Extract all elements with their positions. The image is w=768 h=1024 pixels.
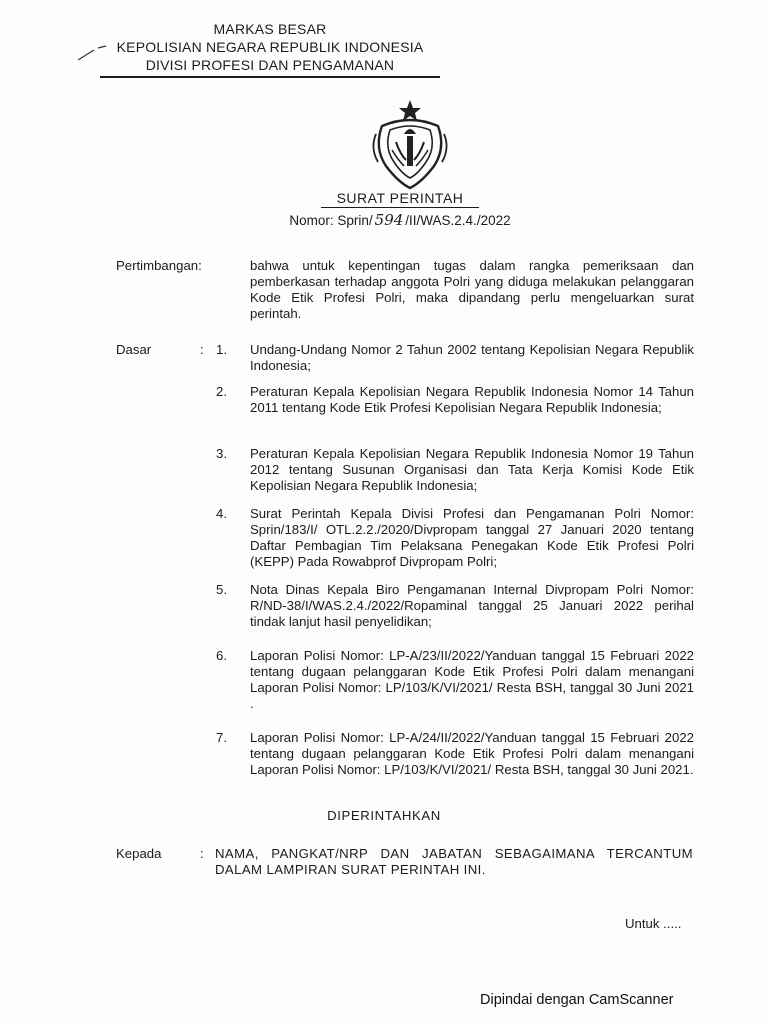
document-number — [230, 211, 570, 229]
dasar-item-4-text: Surat Perintah Kepala Divisi Profesi dan Pengamanan Polri Nomor: Sprin/183/I/ OTL.2.2./2020/Divpropam tanggal 27 Januari 2020 tentang Daftar Pembagian Tim Pelaksana Penegakan Kode Etik Profesi Polri (KEPP) Pada Rowabprof Divpropam Polri; — [250, 506, 694, 569]
untuk-continuation: Untuk ..... — [625, 916, 682, 931]
dasar-item-6-number: 6. — [216, 648, 227, 663]
pertimbangan-label: Pertimbangan: — [116, 258, 202, 273]
dasar-label: Dasar — [116, 342, 152, 357]
letterhead-line-2: KEPOLISIAN NEGARA REPUBLIK INDONESIA — [116, 39, 424, 55]
dasar-item-5-text: Nota Dinas Kepala Biro Pengamanan Internal Divpropam Polri Nomor: R/ND-38/I/WAS.2.4./2022/Ropaminal tanggal 25 Januari 2022 perihal tindak lanjut hasil penyelidikan; — [250, 582, 694, 629]
document-number-handwritten: 594 — [374, 211, 404, 229]
kepada-separator: : — [200, 846, 204, 861]
kepada-label: Kepada — [116, 846, 162, 861]
dasar-item-2-text: Peraturan Kepala Kepolisian Negara Republik Indonesia Nomor 14 Tahun 2011 tentang Kode Etik Profesi Kepolisian Negara Republik Indonesia; — [250, 384, 694, 415]
dasar-item-5-number: 5. — [216, 582, 227, 597]
dasar-item-3-text: Peraturan Kepala Kepolisian Negara Republik Indonesia Nomor 19 Tahun 2012 tentang Susunan Organisasi dan Tata Kerja Komisi Kode Etik Kepolisian Negara Republik Indonesia; — [250, 446, 694, 493]
dasar-item-7-number: 7. — [216, 730, 227, 745]
pertimbangan-text: bahwa untuk kepentingan tugas dalam rangka pemeriksaan dan pemberkasan terhadap anggota Polri yang diduga melakukan pelanggaran Kode Etik Profesi Polri, maka dipandang perlu mengeluarkan surat perintah. — [250, 258, 694, 321]
letterhead — [100, 20, 440, 78]
document-title-block — [230, 190, 570, 229]
document-title: SURAT PERINTAH — [321, 190, 480, 208]
dasar-item-4-number: 4. — [216, 506, 227, 521]
dasar-separator: : — [200, 342, 204, 357]
dasar-item-3-number: 3. — [216, 446, 227, 461]
dasar-item-2-number: 2. — [216, 384, 227, 399]
diperintahkan-heading: DIPERINTAHKAN — [327, 808, 441, 823]
police-emblem-icon — [362, 98, 458, 190]
dasar-item-6-text: Laporan Polisi Nomor: LP-A/23/II/2022/Yanduan tanggal 15 Februari 2022 tentang dugaan pelanggaran Kode Etik Profesi Polri dalam menangani Laporan Polisi Nomor: LP/103/K/VI/2021/ Resta BSH, tanggal 30 Juni 2021 . — [250, 648, 694, 711]
dasar-item-1-text: Undang-Undang Nomor 2 Tahun 2002 tentang Kepolisian Negara Republik Indonesia; — [250, 342, 694, 373]
letterhead-line-1: MARKAS BESAR — [213, 21, 327, 37]
kepada-text: NAMA, PANGKAT/NRP DAN JABATAN SEBAGAIMANA TERCANTUM DALAM LAMPIRAN SURAT PERINTAH INI. — [215, 846, 693, 877]
dasar-item-7-text: Laporan Polisi Nomor: LP-A/24/II/2022/Yanduan tanggal 15 Februari 2022 tentang dugaan pelanggaran Kode Etik Profesi Polri dalam menangani Laporan Polisi Nomor: LP/103/K/VI/2021/ Resta BSH, tanggal 30 Juni 2021. — [250, 730, 694, 777]
letterhead-line-3: DIVISI PROFESI DAN PENGAMANAN — [100, 56, 440, 78]
dasar-item-1-number: 1. — [216, 342, 227, 357]
document-number-suffix: /II/WAS.2.4./2022 — [405, 213, 511, 228]
scanner-watermark: Dipindai dengan CamScanner — [480, 992, 674, 1008]
document-number-prefix: Nomor: Sprin/ — [289, 213, 373, 228]
